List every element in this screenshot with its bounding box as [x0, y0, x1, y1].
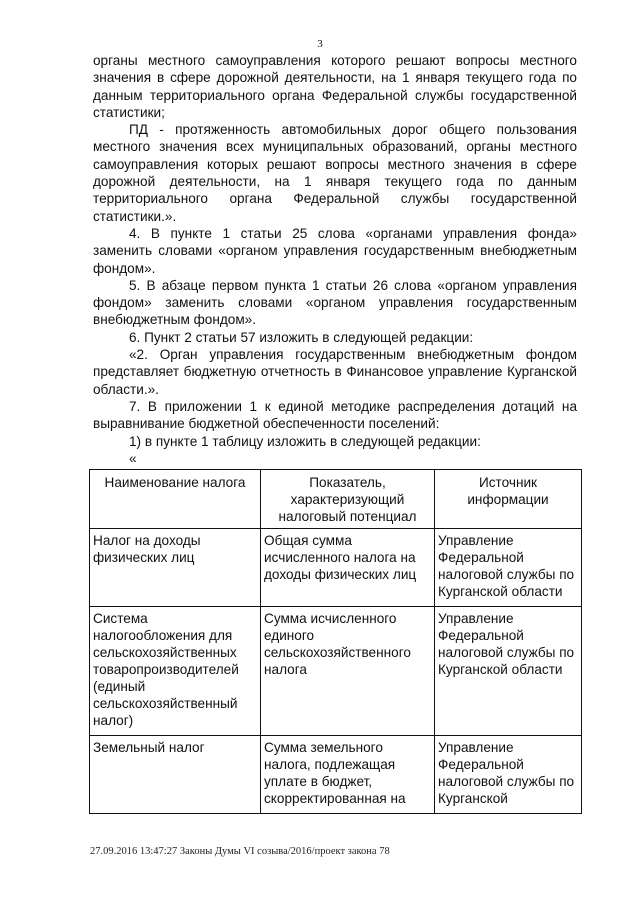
paragraph-continuation: органы местного самоуправления которого решают вопросы местного значения в сфере дорожной деятельности, на 1 января текущего года по данным территориального органа Федеральной службы государственной статистики;	[93, 53, 577, 120]
tax-potential-table	[89, 469, 582, 814]
cell-source: Управление Федеральной налоговой службы по Курганской области	[435, 607, 582, 736]
table-row	[90, 736, 582, 814]
cell-indicator: Сумма земельного налога, подлежащая уплате в бюджет, скорректированная на	[261, 736, 435, 814]
cell-indicator: Общая сумма исчисленного налога на доходы физических лиц	[261, 529, 435, 607]
page-number: 3	[317, 38, 323, 50]
cell-indicator: Сумма исчисленного единого сельскохозяйственного налога	[261, 607, 435, 736]
cell-tax-name: Налог на доходы физических лиц	[90, 529, 261, 607]
paragraph-item-6: 6. Пункт 2 статьи 57 изложить в следующей редакции:	[129, 329, 474, 345]
header-tax-name: Наименование налога	[90, 470, 261, 529]
header-source: Источник информации	[435, 470, 582, 529]
table-header-row	[90, 470, 582, 529]
cell-source: Управление Федеральной налоговой службы по Курганской области	[435, 529, 582, 607]
cell-tax-name: Система налогообложения для сельскохозяйственных товаропроизводителей (единый сельскохозяйственный налог)	[90, 607, 261, 736]
table-row	[90, 529, 582, 607]
paragraph-pd-definition: ПД - протяженность автомобильных дорог общего пользования местного значения всех муниципальных образований, органы местного самоуправления которых решают вопросы местного значения в сфере дорожной деятельности, на 1 января текущего года по данным территориального органа Федеральной службы государственной статистики.».	[93, 122, 577, 224]
document-body	[93, 52, 577, 467]
paragraph-item-4: 4. В пункте 1 статьи 25 слова «органами управления фонда» заменить словами «органом управления государственным внебюджетным фондом».	[93, 225, 577, 276]
cell-tax-name: Земельный налог	[90, 736, 261, 814]
table-row	[90, 607, 582, 736]
footer-file-path: 27.09.2016 13:47:27 Законы Думы VI созыва/2016/проект закона 78	[90, 846, 390, 857]
paragraph-item-6-quote: «2. Орган управления государственным внебюджетным фондом представляет бюджетную отчетность в Финансовое управление Курганской области.».	[93, 347, 577, 397]
header-indicator: Показатель, характеризующий налоговый потенциал	[261, 470, 435, 529]
paragraph-item-7-sub-1: 1) в пункте 1 таблицу изложить в следующей редакции:	[129, 433, 481, 449]
paragraph-item-7: 7. В приложении 1 к единой методике распределения дотаций на выравнивание бюджетной обеспеченности поселений:	[93, 398, 577, 432]
cell-source: Управление Федеральной налоговой службы по Курганской	[435, 736, 582, 814]
paragraph-item-5: 5. В абзаце первом пункта 1 статьи 26 слова «органом управления фондом» заменить словами «органом управления государственным внебюджетным фондом».	[93, 277, 577, 328]
opening-quote-mark: «	[129, 450, 137, 466]
